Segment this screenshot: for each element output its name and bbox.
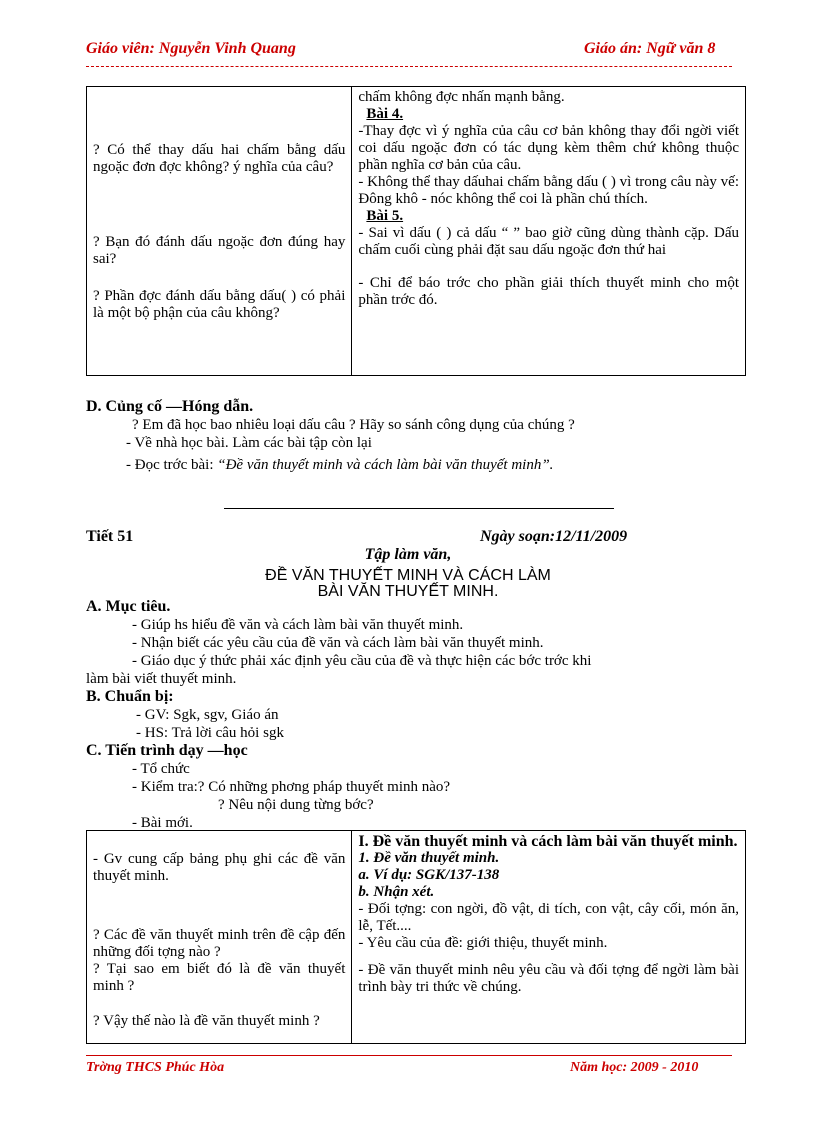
prep-gv: - GV: Sgk, sgv, Giáo án bbox=[136, 707, 279, 723]
question-1: ? Có thể thay dấu hai chấm bằng dấu ngoặc đơn đợc không? ý nghĩa của câu? bbox=[93, 142, 346, 175]
preparation-date: Ngày soạn:12/11/2009 bbox=[480, 528, 628, 545]
activities-column bbox=[87, 831, 352, 1044]
answer-4a: -Thay đợc vì ý nghĩa của câu cơ bản không thay đổi ngời viết coi dấu ngoặc đơn có tác dụng kèm thêm chứ không thuộc phần nghĩa cơ bản của câu. bbox=[358, 123, 739, 173]
progress-4: - Bài mới. bbox=[132, 815, 193, 831]
section-a-title: A. Mục tiêu. bbox=[86, 598, 171, 615]
prep-hs: - HS: Trả lời câu hỏi sgk bbox=[136, 725, 284, 741]
lesson-title-line-2: BÀI VĂN THUYẾT MINH. bbox=[317, 583, 499, 600]
section-d-line-2: - Về nhà học bài. Làm các bài tập còn lại bbox=[126, 435, 372, 451]
objective-3: - Giáo dục ý thức phải xác định yêu cầu của đề và thực hiện các bớc trớc khi bbox=[132, 653, 592, 669]
lesson-table bbox=[86, 830, 746, 1044]
section-d-line-3 bbox=[126, 456, 553, 474]
section-d-line-1: ? Em đã học bao nhiêu loại dấu câu ? Hãy so sánh công dụng của chúng ? bbox=[132, 417, 575, 433]
progress-1: - Tổ chức bbox=[132, 761, 190, 777]
read-prefix: - Đọc trớc bài: bbox=[126, 457, 218, 473]
subject-title: Tập làm văn, bbox=[364, 546, 452, 563]
answers-column bbox=[352, 87, 746, 376]
footer-school: Trờng THCS Phúc Hòa bbox=[86, 1060, 225, 1075]
section-divider bbox=[224, 508, 614, 509]
content-remark: b. Nhận xét. bbox=[358, 884, 435, 900]
exercise-table bbox=[86, 86, 746, 376]
activity-1: - Gv cung cấp bảng phụ ghi các đề văn thuyết minh. bbox=[93, 851, 346, 884]
header-teacher: Giáo viên: Nguyễn Vinh Quang bbox=[86, 40, 296, 57]
lesson-title-line-1: ĐỀ VĂN THUYẾT MINH VÀ CÁCH LÀM bbox=[265, 567, 551, 584]
footer-divider bbox=[86, 1055, 732, 1056]
header-divider bbox=[86, 66, 732, 67]
answer-5b: - Chỉ để báo trớc cho phần giải thích thuyết minh cho một phần trớc đó. bbox=[358, 275, 739, 308]
exercise-5-heading: Bài 5. bbox=[366, 208, 404, 224]
footer-year: Năm học: 2009 - 2010 bbox=[570, 1060, 699, 1075]
exercise-4-heading: Bài 4. bbox=[366, 106, 404, 122]
content-item-3: - Đề văn thuyết minh nêu yêu cầu và đối tợng để ngời làm bài trình bày tri thức về chúng. bbox=[358, 962, 739, 995]
activity-4: ? Vậy thế nào là đề văn thuyết minh ? bbox=[93, 1013, 320, 1029]
content-item-2: - Yêu cầu của đề: giới thiệu, thuyết minh. bbox=[358, 935, 608, 951]
content-column bbox=[352, 831, 746, 1044]
section-b-title: B. Chuẩn bị: bbox=[86, 688, 174, 705]
content-example: a. Ví dụ: SGK/137-138 bbox=[358, 867, 500, 883]
content-item-1: - Đối tợng: con ngời, đồ vật, di tích, con vật, cây cối, món ăn, lễ, Tết.... bbox=[358, 901, 739, 934]
questions-column bbox=[87, 87, 352, 376]
period-label: Tiết 51 bbox=[86, 528, 134, 545]
question-3: ? Phần đợc đánh dấu bằng dấu( ) có phải là một bộ phận của câu không? bbox=[93, 288, 346, 321]
header-lesson-plan: Giáo án: Ngữ văn 8 bbox=[584, 40, 716, 57]
answer-4b: - Không thể thay dấuhai chấm bằng dấu ( ) vì trong câu này vế: Đông khô - nóc không thể coi là phần chú thích. bbox=[358, 174, 739, 207]
activity-2: ? Các đề văn thuyết minh trên đề cập đến những đối tợng nào ? bbox=[93, 927, 346, 960]
progress-2: - Kiểm tra:? Có những phơng pháp thuyết minh nào? bbox=[132, 779, 451, 795]
objective-3-cont: làm bài viết thuyết minh. bbox=[86, 671, 237, 687]
section-d-title: D. Củng cố —Hóng dẫn. bbox=[86, 398, 254, 415]
read-title: “Đề văn thuyết minh và cách làm bài văn thuyết minh”. bbox=[217, 457, 554, 473]
answer-5a: - Sai vì dấu ( ) cả dấu “ ” bao giờ cũng dùng thành cặp. Dấu chấm cuối cùng phải đặt sau dấu ngoặc đơn thứ hai bbox=[358, 225, 739, 258]
question-2: ? Bạn đó đánh dấu ngoặc đơn đúng hay sai? bbox=[93, 234, 346, 267]
answer-continuation: chấm không đợc nhấn mạnh bằng. bbox=[358, 89, 565, 105]
progress-3: ? Nêu nội dung từng bớc? bbox=[218, 797, 374, 813]
activity-3: ? Tại sao em biết đó là đề văn thuyết minh ? bbox=[93, 961, 346, 994]
objective-2: - Nhận biết các yêu cầu của đề văn và cách làm bài văn thuyết minh. bbox=[132, 635, 544, 651]
objective-1: - Giúp hs hiểu đề văn và cách làm bài văn thuyết minh. bbox=[132, 617, 464, 633]
section-c-title: C. Tiến trình dạy —học bbox=[86, 742, 248, 759]
content-heading: I. Đề văn thuyết minh và cách làm bài văn thuyết minh. bbox=[358, 833, 738, 850]
content-subheading: 1. Đề văn thuyết minh. bbox=[358, 850, 500, 866]
